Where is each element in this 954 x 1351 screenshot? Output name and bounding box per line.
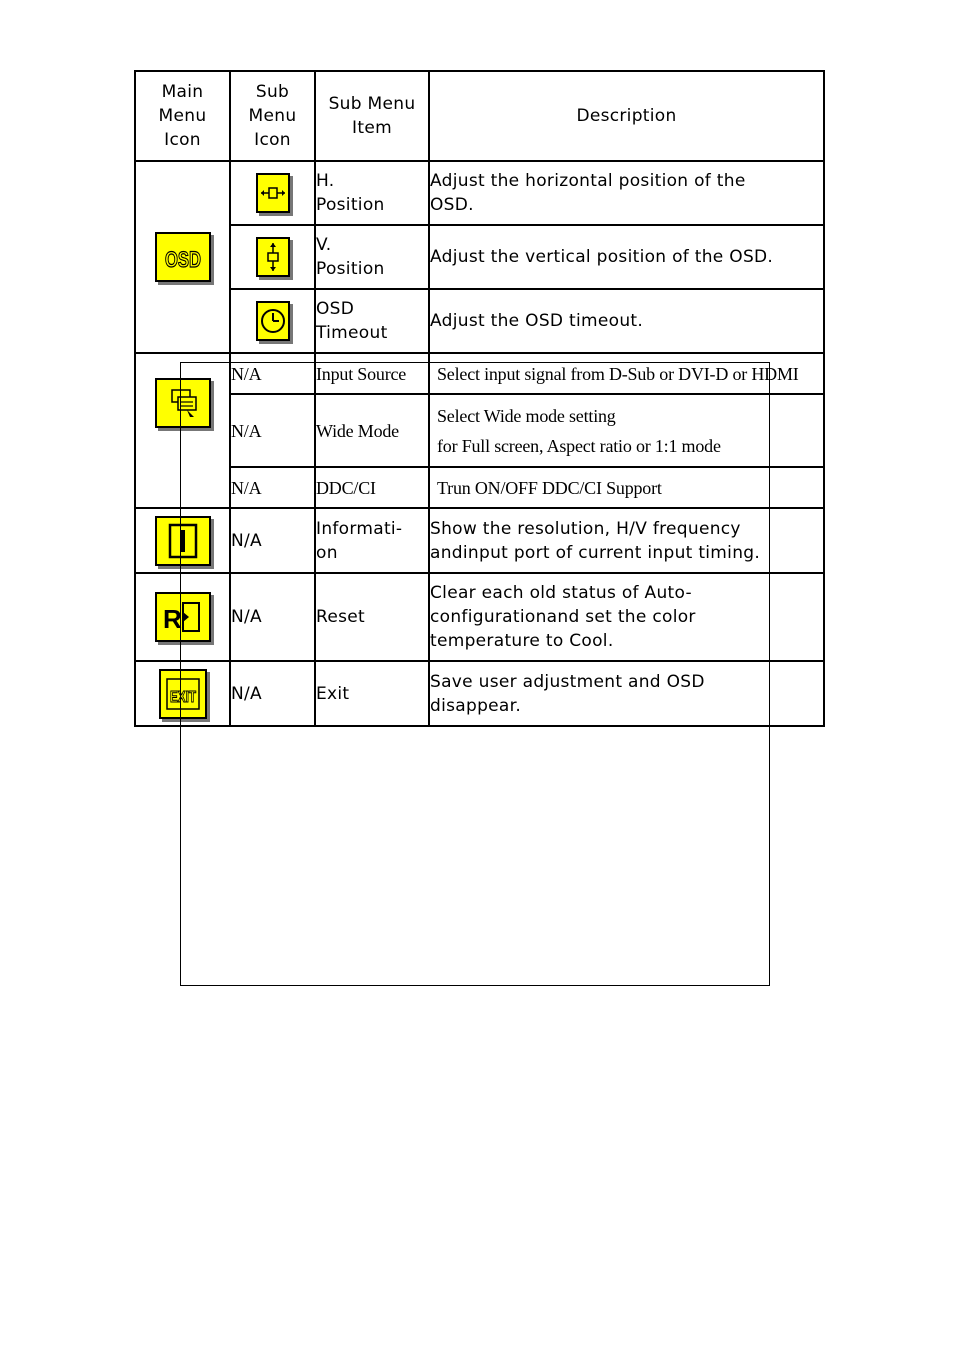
description: Adjust the horizontal position of the OSD. [429, 161, 824, 225]
header-description: Description [429, 71, 824, 161]
sub-menu-icon-na: N/A [230, 508, 315, 573]
header-sub-menu-icon: Sub Menu Icon [230, 71, 315, 161]
vertical-position-icon [256, 237, 290, 277]
description: Clear each old status of Auto- configurationand set the color temperature to Cool. [429, 573, 824, 661]
description: Show the resolution, H/V frequency andinput port of current input timing. [429, 508, 824, 573]
sub-menu-icon-na: N/A [230, 573, 315, 661]
sub-menu-item: Reset [315, 573, 429, 661]
sub-menu-icon-na: N/A [230, 467, 315, 508]
main-icon-cell [135, 661, 230, 726]
information-icon [155, 516, 211, 566]
sub-menu-item: DDC/CI [315, 467, 429, 508]
sub-menu-item: Informati- on [315, 508, 429, 573]
clock-icon [256, 301, 290, 341]
osd-menu-table [134, 70, 825, 727]
main-icon-cell [135, 573, 230, 661]
description: Adjust the OSD timeout. [429, 289, 824, 353]
description: Save user adjustment and OSD disappear. [429, 661, 824, 726]
sub-menu-item: Exit [315, 661, 429, 726]
description: Adjust the vertical position of the OSD. [429, 225, 824, 289]
description: Select Wide mode setting for Full screen, Aspect ratio or 1:1 mode [429, 394, 824, 467]
input-source-icon [155, 378, 211, 428]
table-row [135, 225, 824, 289]
table-row [135, 353, 824, 394]
sub-menu-item: Wide Mode [315, 394, 429, 467]
svg-text:OSD: OSD [164, 247, 201, 272]
table-row [135, 161, 824, 225]
table-row [135, 661, 824, 726]
sub-menu-item: H. Position [315, 161, 429, 225]
table-row [135, 573, 824, 661]
header-sub-menu-item: Sub Menu Item [315, 71, 429, 161]
sub-icon-cell [230, 225, 315, 289]
main-icon-cell [135, 508, 230, 573]
osd-icon [155, 232, 211, 282]
svg-text:R: R [162, 604, 182, 634]
sub-menu-item: V. Position [315, 225, 429, 289]
sub-icon-cell [230, 289, 315, 353]
horizontal-position-icon [256, 173, 290, 213]
header-main-menu-icon: Main Menu Icon [135, 71, 230, 161]
reset-icon [155, 592, 211, 642]
table-row [135, 467, 824, 508]
exit-icon [159, 669, 207, 719]
table-row [135, 289, 824, 353]
sub-menu-item: OSD Timeout [315, 289, 429, 353]
main-icon-cell [135, 353, 230, 508]
svg-text:EXIT: EXIT [169, 688, 196, 706]
table-row [135, 508, 824, 573]
sub-menu-icon-na: N/A [230, 394, 315, 467]
sub-menu-icon-na: N/A [230, 661, 315, 726]
sub-menu-icon-na: N/A [230, 353, 315, 394]
header-row [135, 71, 824, 161]
description: Select input signal from D-Sub or DVI-D or HDMI [429, 353, 824, 394]
sub-menu-item: Input Source [315, 353, 429, 394]
description: Trun ON/OFF DDC/CI Support [429, 467, 824, 508]
main-icon-cell [135, 161, 230, 353]
table-row [135, 394, 824, 467]
sub-icon-cell [230, 161, 315, 225]
